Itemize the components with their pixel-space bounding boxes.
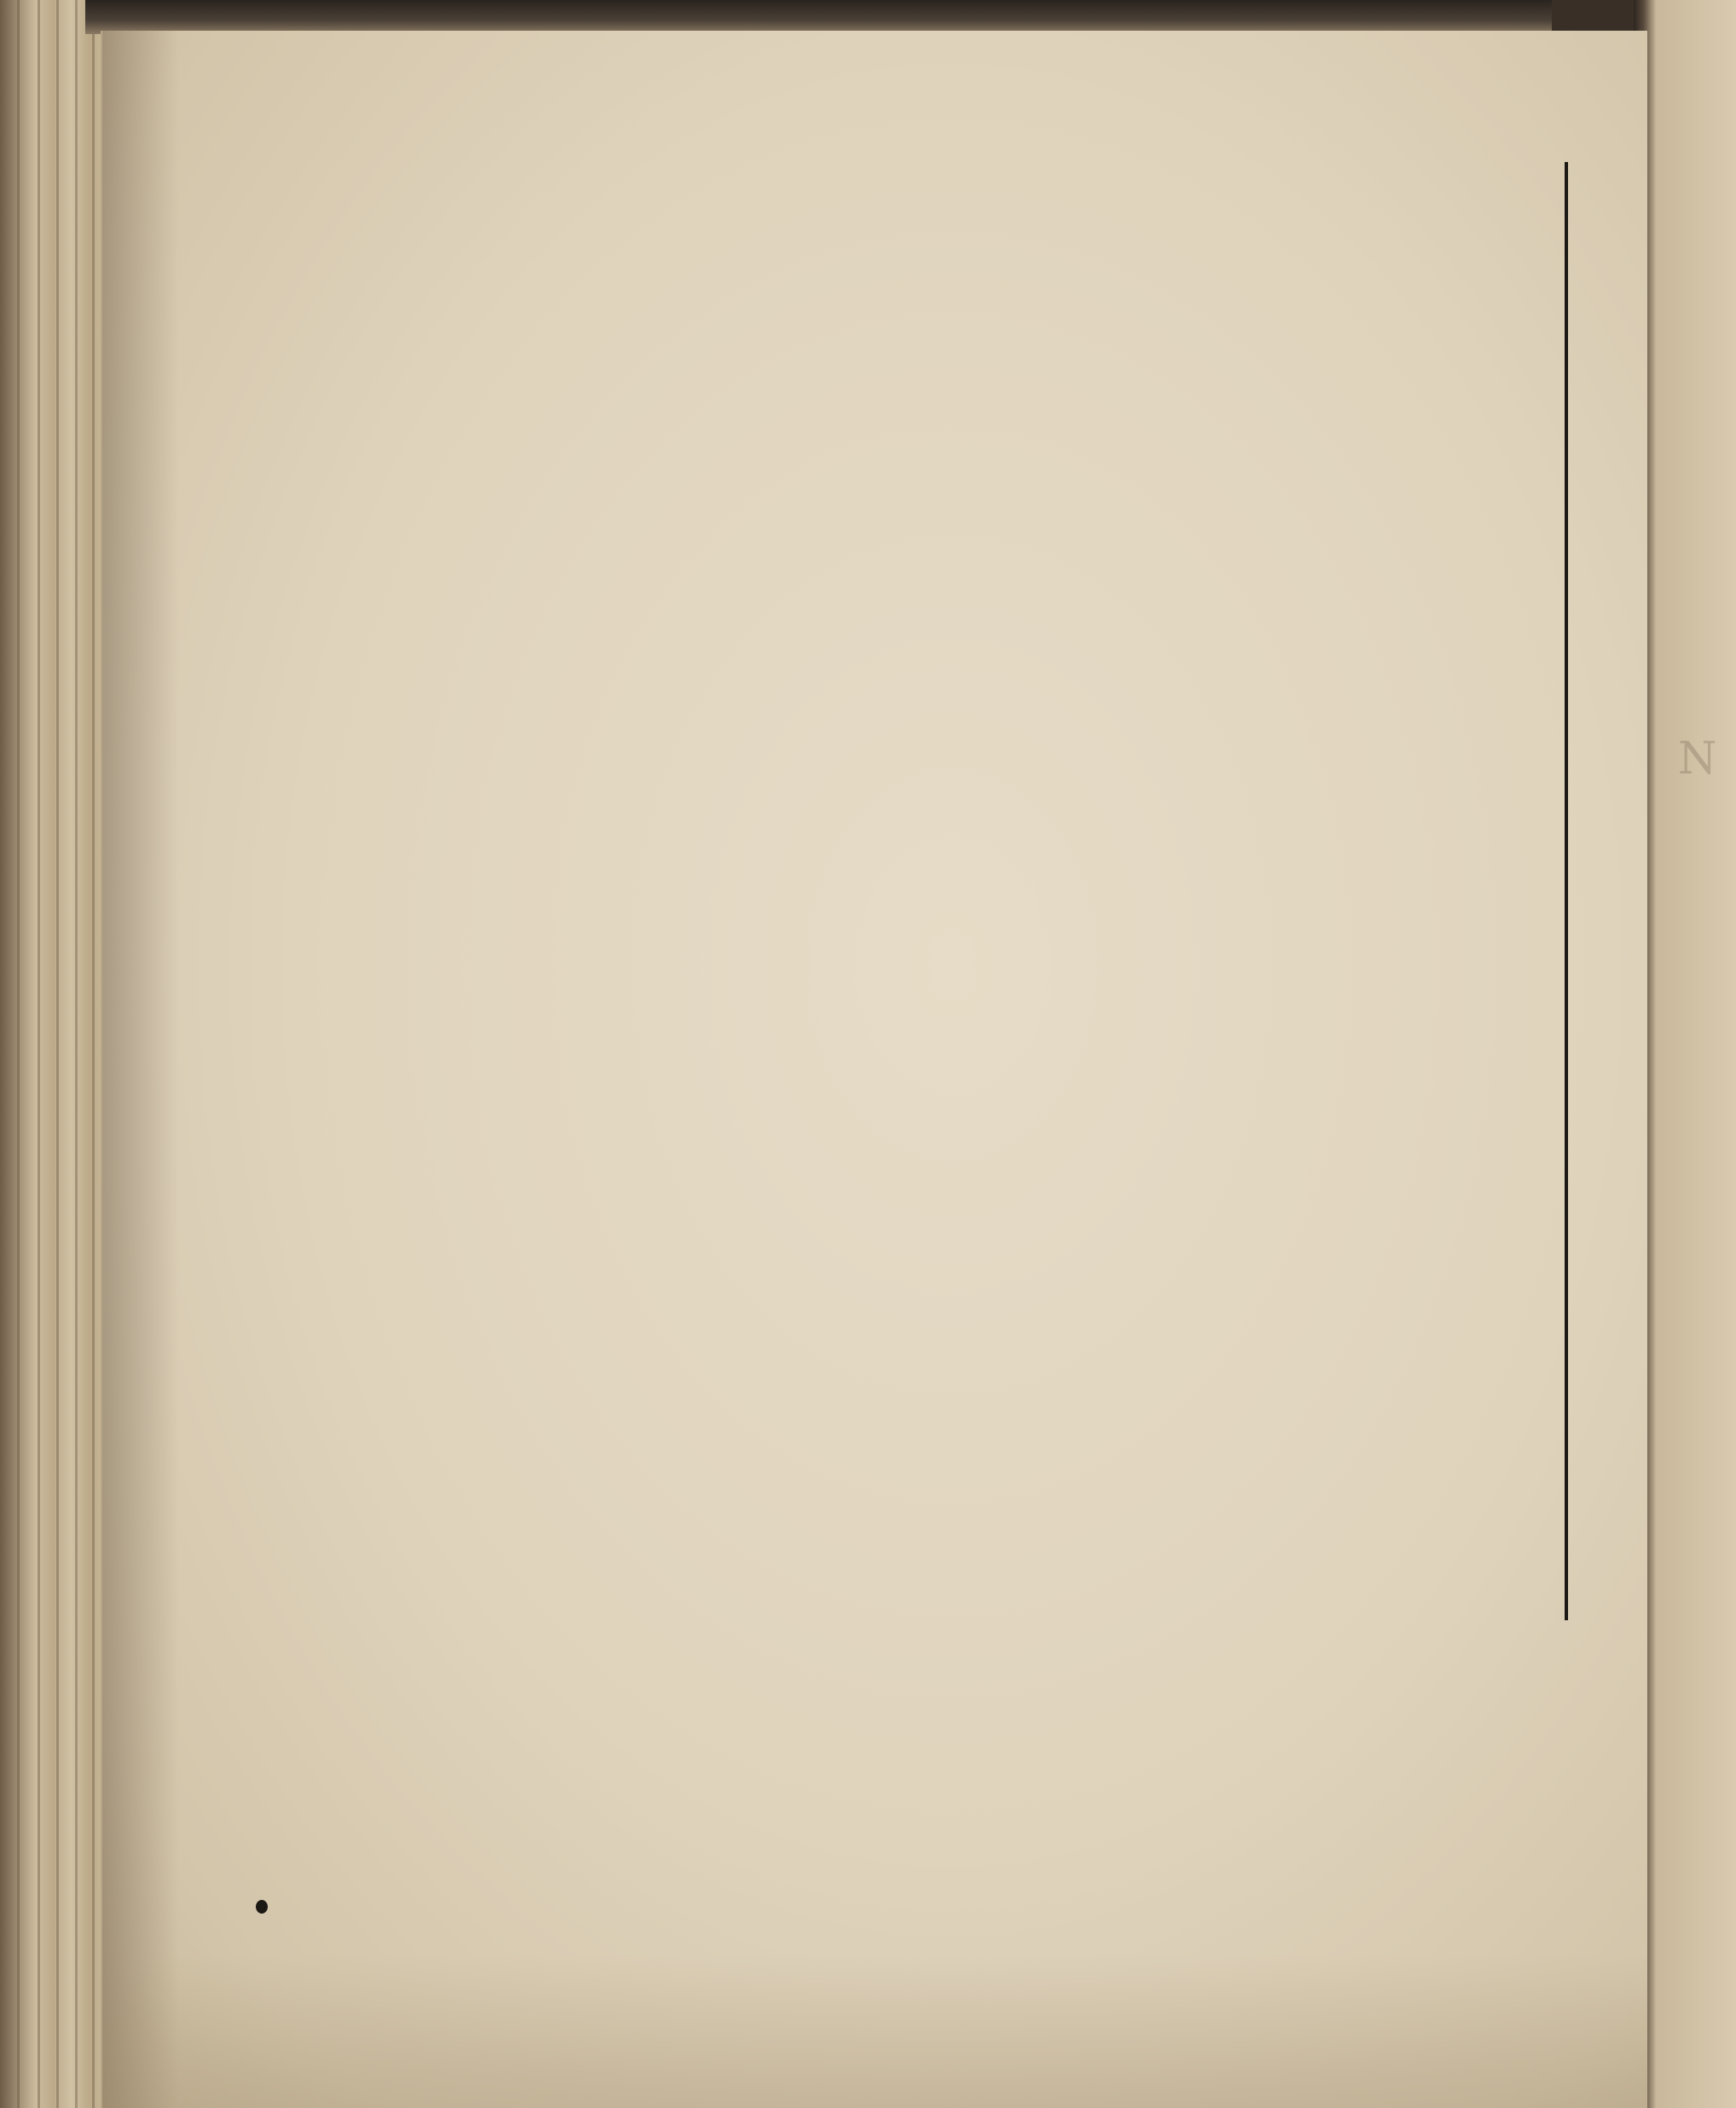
binding-strip <box>85 0 1552 34</box>
frame-right-rule <box>1565 162 1568 895</box>
frame-right-rule-lower <box>1565 895 1568 1620</box>
ornament-border-left <box>411 153 488 1714</box>
book-page <box>101 31 1647 2108</box>
ornament-border-top <box>567 160 1569 220</box>
ornament-border-bottom <box>443 1659 1569 1727</box>
ink-spot <box>256 1900 268 1914</box>
facing-page-edge: N <box>1634 0 1736 2108</box>
